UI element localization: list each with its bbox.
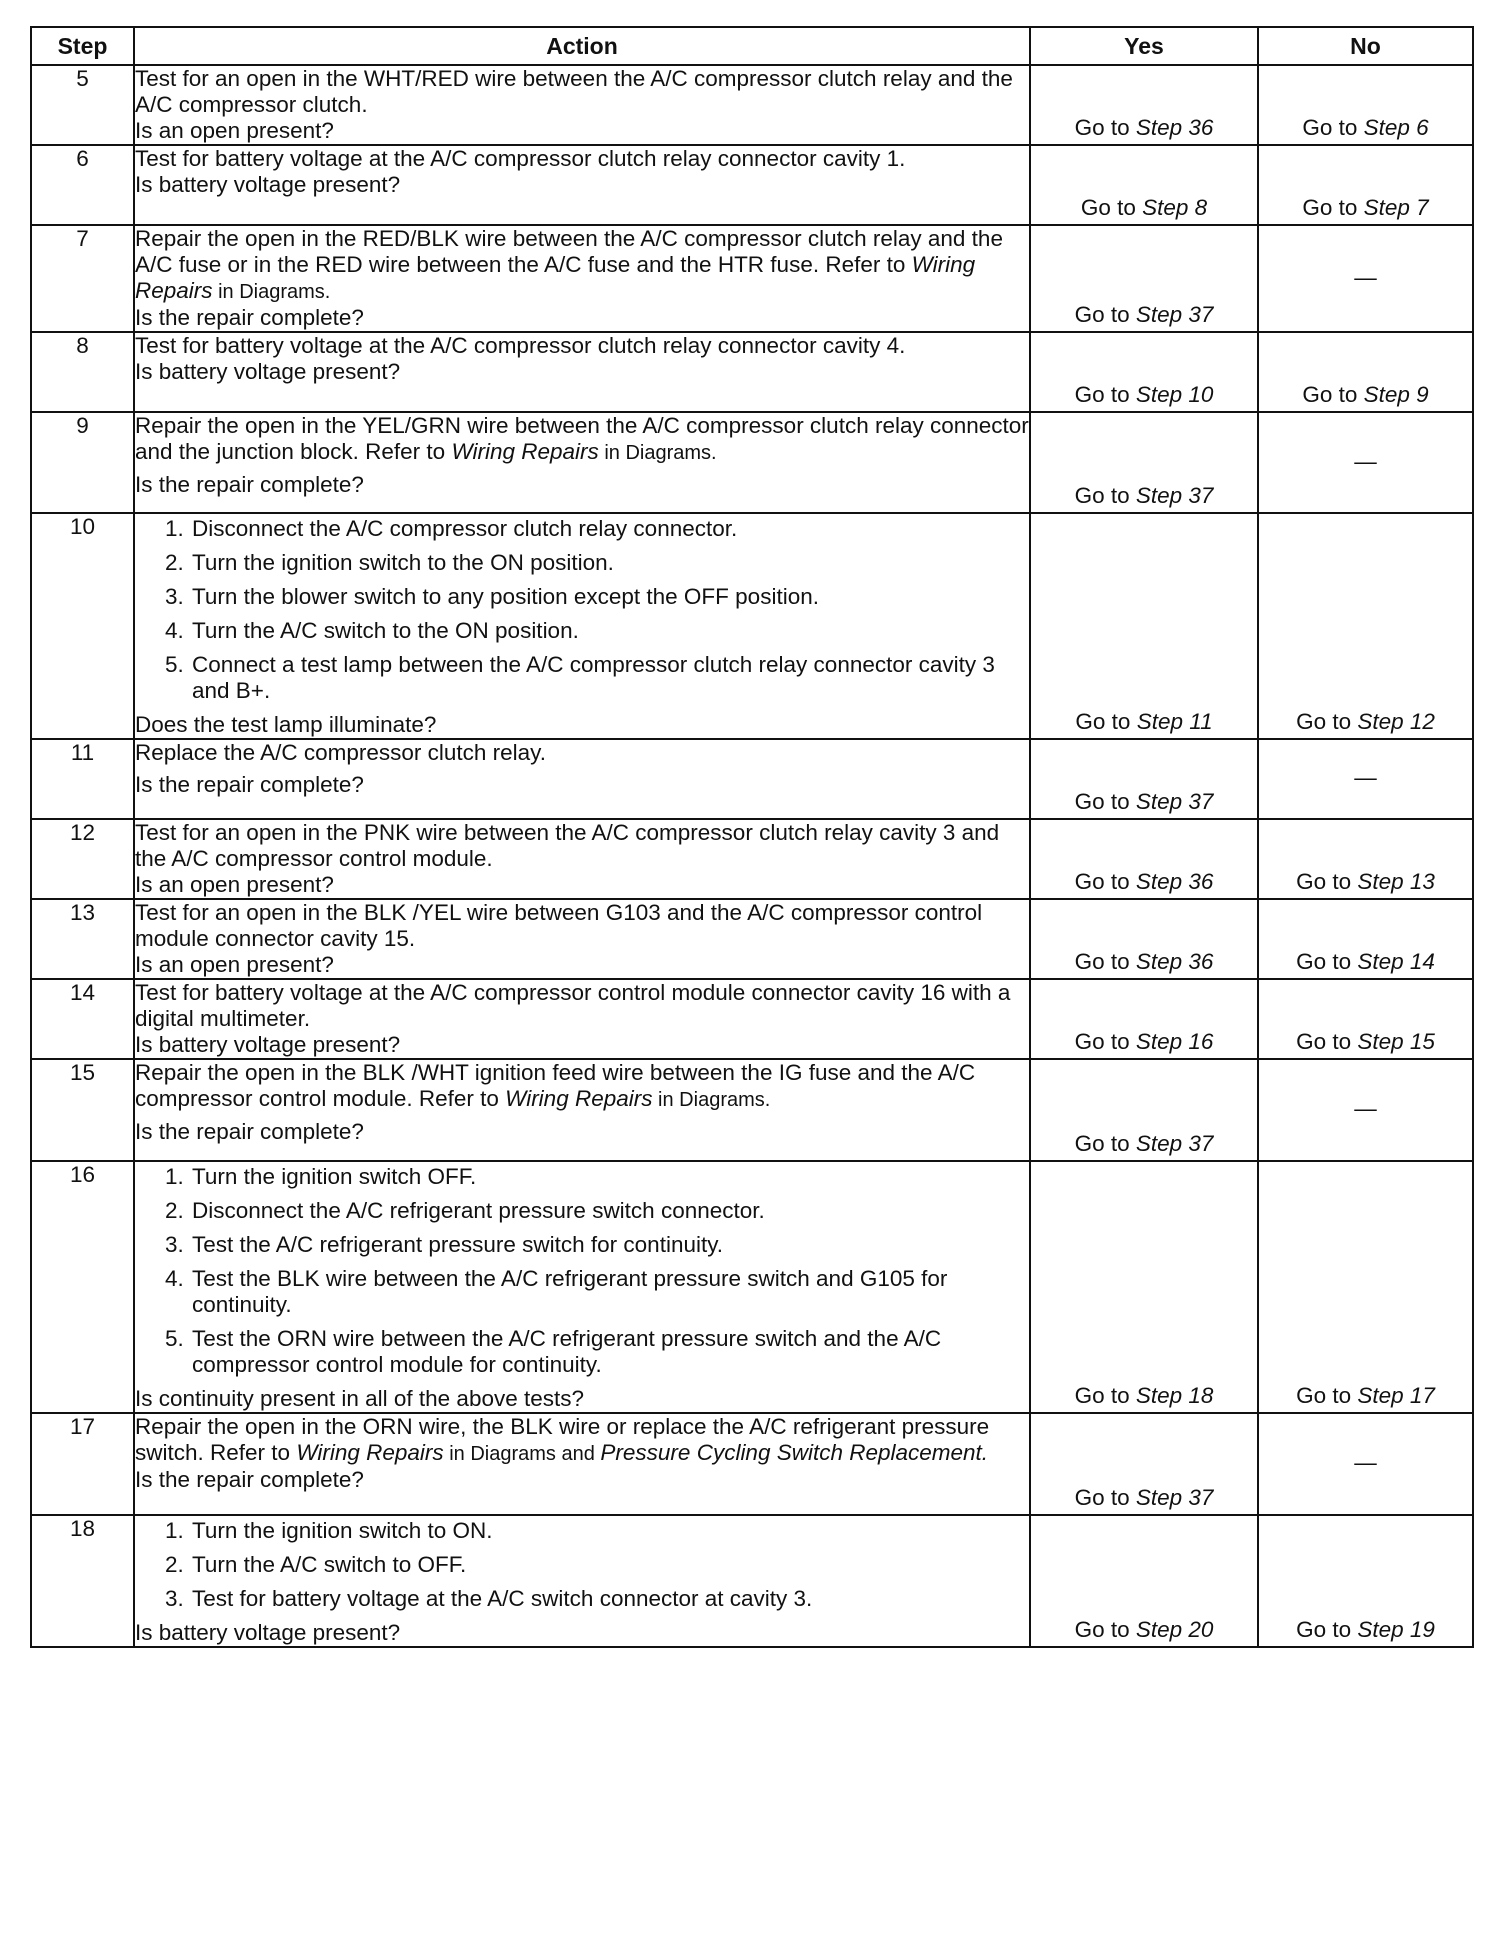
reference-suffix: in Diagrams. xyxy=(652,1089,771,1111)
yes-step-ref: Step 16 xyxy=(1135,1029,1214,1054)
no-cell xyxy=(1258,513,1473,739)
action-text: Test for battery voltage at the A/C compressor clutch relay connector cavity 1. xyxy=(135,146,906,171)
yes-step-ref: Step 11 xyxy=(1136,709,1213,734)
yes-step-ref: Step 36 xyxy=(1135,115,1214,140)
action-question: Is battery voltage present? xyxy=(135,1032,401,1057)
no-step-ref: Step 13 xyxy=(1357,869,1435,894)
yes-cell xyxy=(1030,1515,1258,1647)
reference-link[interactable]: Wiring Repairs xyxy=(296,1440,444,1465)
diagnostic-table xyxy=(30,26,1474,1648)
reference-suffix: in Diagrams. xyxy=(598,442,717,464)
action-step-item: 1. Turn the ignition switch to ON. xyxy=(190,1518,1029,1544)
no-cell xyxy=(1258,979,1473,1059)
yes-cell xyxy=(1030,819,1258,899)
action-text: Test for an open in the PNK wire between the A/C compressor clutch relay cavity 3 and the A/C compressor control module. xyxy=(135,820,1000,871)
table-row xyxy=(31,513,1473,739)
yes-cell xyxy=(1030,739,1258,819)
action-step-item: 2. Disconnect the A/C refrigerant pressure switch connector. xyxy=(190,1198,1029,1224)
yes-step-ref: Step 37 xyxy=(1135,789,1214,814)
action-cell xyxy=(134,1161,1030,1413)
no-dash: — xyxy=(1354,1096,1377,1121)
yes-goto[interactable]: Go to Step 37 xyxy=(1074,483,1214,508)
header-row xyxy=(31,27,1473,65)
step-number: 11 xyxy=(31,739,134,819)
no-goto[interactable]: Go to Step 15 xyxy=(1296,1029,1435,1054)
yes-cell xyxy=(1030,1059,1258,1161)
step-number: 16 xyxy=(31,1161,134,1413)
no-dash: — xyxy=(1354,448,1377,474)
step-number: 6 xyxy=(31,145,134,225)
action-step-item: 3. Test the A/C refrigerant pressure switch for continuity. xyxy=(190,1232,1029,1258)
table-row xyxy=(31,145,1473,225)
yes-step-ref: Step 37 xyxy=(1135,1485,1214,1510)
table-row xyxy=(31,819,1473,899)
action-question: Is battery voltage present? xyxy=(135,359,401,384)
action-step-item: 3. Test for battery voltage at the A/C switch connector at cavity 3. xyxy=(190,1586,1029,1612)
action-cell xyxy=(134,65,1030,145)
yes-goto[interactable]: Go to Step 37 xyxy=(1074,789,1214,814)
action-steps-list xyxy=(135,1518,1029,1612)
action-text: Test for an open in the BLK /YEL wire between G103 and the A/C compressor control module connector cavity 15. xyxy=(135,900,983,951)
action-step-item: 1. Turn the ignition switch OFF. xyxy=(190,1164,1029,1190)
step-number: 18 xyxy=(31,1515,134,1647)
no-goto[interactable]: Go to Step 14 xyxy=(1296,949,1435,974)
action-cell xyxy=(134,412,1030,513)
yes-goto[interactable]: Go to Step 8 xyxy=(1080,195,1208,220)
table-row xyxy=(31,1515,1473,1647)
table-row xyxy=(31,979,1473,1059)
step-number: 9 xyxy=(31,412,134,513)
table-row xyxy=(31,225,1473,332)
table-row xyxy=(31,412,1473,513)
yes-cell xyxy=(1030,1161,1258,1413)
no-dash: — xyxy=(1354,765,1377,790)
action-question: Is an open present? xyxy=(135,952,334,977)
yes-cell xyxy=(1030,145,1258,225)
action-text: Repair the open in the ORN wire, the BLK wire or replace the A/C refrigerant pressure switch. Refer to Wiring Repairs in Diagrams and Pressure Cycling Switch Replacement. xyxy=(135,1414,990,1465)
yes-goto[interactable]: Go to Step 37 xyxy=(1074,302,1214,327)
no-cell xyxy=(1258,899,1473,979)
yes-goto[interactable]: Go to Step 36 xyxy=(1074,869,1214,894)
action-cell xyxy=(134,332,1030,412)
yes-goto[interactable]: Go to Step 10 xyxy=(1074,382,1214,407)
no-step-ref: Step 17 xyxy=(1357,1383,1435,1408)
action-question: Does the test lamp illuminate? xyxy=(135,712,437,737)
action-question: Is an open present? xyxy=(135,118,334,143)
no-goto[interactable]: Go to Step 19 xyxy=(1296,1617,1435,1642)
yes-cell xyxy=(1030,899,1258,979)
yes-step-ref: Step 36 xyxy=(1135,949,1214,974)
yes-goto[interactable]: Go to Step 11 xyxy=(1075,709,1213,734)
table-row xyxy=(31,899,1473,979)
action-step-item: 3. Turn the blower switch to any position except the OFF position. xyxy=(190,584,1029,610)
yes-step-ref: Step 10 xyxy=(1135,382,1214,407)
no-step-ref: Step 15 xyxy=(1357,1029,1435,1054)
yes-cell xyxy=(1030,412,1258,513)
no-goto[interactable]: Go to Step 17 xyxy=(1296,1383,1435,1408)
action-step-item: 5. Connect a test lamp between the A/C compressor clutch relay connector cavity 3 and B+. xyxy=(190,652,1029,704)
yes-goto[interactable]: Go to Step 18 xyxy=(1074,1383,1214,1408)
reference-link[interactable]: Wiring Repairs xyxy=(451,439,599,464)
header-step: Step xyxy=(31,27,134,65)
no-step-ref: Step 7 xyxy=(1363,195,1429,220)
step-number: 15 xyxy=(31,1059,134,1161)
action-cell xyxy=(134,513,1030,739)
action-text: Test for an open in the WHT/RED wire between the A/C compressor clutch relay and the A/C compressor clutch. xyxy=(135,66,1013,117)
action-question: Is the repair complete? xyxy=(135,772,364,797)
action-step-item: 2. Turn the A/C switch to OFF. xyxy=(190,1552,1029,1578)
reference-link[interactable]: Wiring Repairs xyxy=(135,252,976,303)
yes-step-ref: Step 8 xyxy=(1142,195,1208,220)
yes-cell xyxy=(1030,513,1258,739)
action-cell xyxy=(134,819,1030,899)
yes-cell xyxy=(1030,979,1258,1059)
action-question: Is continuity present in all of the above tests? xyxy=(135,1386,585,1411)
no-cell xyxy=(1258,225,1473,332)
action-step-item: 2. Turn the ignition switch to the ON position. xyxy=(190,550,1029,576)
step-number: 5 xyxy=(31,65,134,145)
action-step-item: 1. Disconnect the A/C compressor clutch relay connector. xyxy=(190,516,1029,542)
action-cell xyxy=(134,1059,1030,1161)
no-cell xyxy=(1258,1413,1473,1515)
action-steps-list xyxy=(135,516,1029,704)
no-step-ref: Step 12 xyxy=(1357,709,1435,734)
action-step-item: 5. Test the ORN wire between the A/C refrigerant pressure switch and the A/C compressor control module for continuity. xyxy=(190,1326,1029,1378)
table-row xyxy=(31,739,1473,819)
action-question: Is battery voltage present? xyxy=(135,1620,401,1645)
no-goto[interactable]: Go to Step 13 xyxy=(1296,869,1435,894)
action-text: Repair the open in the BLK /WHT ignition feed wire between the IG fuse and the A/C compressor control module. Refer to Wiring Repairs in Diagrams. xyxy=(135,1060,976,1111)
header-no: No xyxy=(1258,27,1473,65)
action-text: Repair the open in the RED/BLK wire between the A/C compressor clutch relay and the A/C fuse or in the RED wire between the A/C fuse and the HTR fuse. Refer to Wiring Repairs in Diagrams. xyxy=(135,226,1003,303)
yes-cell xyxy=(1030,225,1258,332)
table-row xyxy=(31,332,1473,412)
action-question: Is the repair complete? xyxy=(135,472,364,497)
no-step-ref: Step 14 xyxy=(1357,949,1435,974)
no-step-ref: Step 19 xyxy=(1357,1617,1435,1642)
action-text: Test for battery voltage at the A/C compressor control module connector cavity 16 with a digital multimeter. xyxy=(135,980,1011,1031)
yes-goto[interactable]: Go to Step 36 xyxy=(1074,949,1214,974)
header-action: Action xyxy=(134,27,1030,65)
action-question: Is an open present? xyxy=(135,872,334,897)
step-number: 14 xyxy=(31,979,134,1059)
yes-step-ref: Step 36 xyxy=(1135,869,1214,894)
action-steps-list xyxy=(135,1164,1029,1378)
action-cell xyxy=(134,1413,1030,1515)
no-cell xyxy=(1258,819,1473,899)
no-goto[interactable]: Go to Step 9 xyxy=(1302,382,1429,407)
action-question: Is the repair complete? xyxy=(135,1119,364,1144)
yes-cell xyxy=(1030,332,1258,412)
action-question: Is the repair complete? xyxy=(135,305,364,330)
reference-link[interactable]: Pressure Cycling Switch Replacement. xyxy=(600,1440,989,1465)
action-question: Is battery voltage present? xyxy=(135,172,401,197)
no-cell xyxy=(1258,1161,1473,1413)
yes-goto[interactable]: Go to Step 20 xyxy=(1074,1617,1214,1642)
step-number: 17 xyxy=(31,1413,134,1515)
no-cell xyxy=(1258,65,1473,145)
no-goto[interactable]: Go to Step 7 xyxy=(1302,195,1429,220)
yes-step-ref: Step 37 xyxy=(1135,1131,1214,1156)
table-row xyxy=(31,1161,1473,1413)
action-cell xyxy=(134,899,1030,979)
table-row xyxy=(31,1413,1473,1515)
yes-goto[interactable]: Go to Step 36 xyxy=(1074,115,1214,140)
action-text: Repair the open in the YEL/GRN wire between the A/C compressor clutch relay connector and the junction block. Refer to Wiring Repairs in Diagrams. xyxy=(135,413,1029,464)
reference-link[interactable]: Wiring Repairs xyxy=(505,1086,653,1111)
table-row xyxy=(31,65,1473,145)
yes-step-ref: Step 18 xyxy=(1135,1383,1214,1408)
action-cell xyxy=(134,225,1030,332)
action-cell xyxy=(134,145,1030,225)
reference-suffix: in Diagrams. xyxy=(212,281,331,303)
step-number: 13 xyxy=(31,899,134,979)
yes-cell xyxy=(1030,65,1258,145)
yes-goto[interactable]: Go to Step 16 xyxy=(1074,1029,1214,1054)
step-number: 12 xyxy=(31,819,134,899)
no-cell xyxy=(1258,145,1473,225)
yes-goto[interactable]: Go to Step 37 xyxy=(1074,1485,1214,1510)
yes-step-ref: Step 20 xyxy=(1135,1617,1214,1642)
yes-cell xyxy=(1030,1413,1258,1515)
action-cell xyxy=(134,1515,1030,1647)
no-goto[interactable]: Go to Step 6 xyxy=(1302,115,1429,140)
action-step-item: 4. Test the BLK wire between the A/C refrigerant pressure switch and G105 for continuity. xyxy=(190,1266,1029,1318)
no-cell xyxy=(1258,412,1473,513)
action-text: Replace the A/C compressor clutch relay. xyxy=(135,740,547,765)
action-question: Is the repair complete? xyxy=(135,1467,364,1492)
step-number: 10 xyxy=(31,513,134,739)
reference-suffix: in Diagrams and xyxy=(443,1443,601,1465)
action-text: Test for battery voltage at the A/C compressor clutch relay connector cavity 4. xyxy=(135,333,906,358)
no-cell xyxy=(1258,1059,1473,1161)
step-number: 7 xyxy=(31,225,134,332)
no-cell xyxy=(1258,332,1473,412)
step-number: 8 xyxy=(31,332,134,412)
no-step-ref: Step 6 xyxy=(1363,115,1429,140)
no-cell xyxy=(1258,1515,1473,1647)
no-step-ref: Step 9 xyxy=(1363,382,1429,407)
action-cell xyxy=(134,739,1030,819)
yes-goto[interactable]: Go to Step 37 xyxy=(1074,1131,1214,1156)
table-row xyxy=(31,1059,1473,1161)
action-step-item: 4. Turn the A/C switch to the ON position. xyxy=(190,618,1029,644)
no-goto[interactable]: Go to Step 12 xyxy=(1296,709,1435,734)
no-cell xyxy=(1258,739,1473,819)
no-dash: — xyxy=(1354,1450,1377,1475)
header-yes: Yes xyxy=(1030,27,1258,65)
yes-step-ref: Step 37 xyxy=(1135,302,1214,327)
no-dash: — xyxy=(1354,264,1377,290)
yes-step-ref: Step 37 xyxy=(1135,483,1214,508)
action-cell xyxy=(134,979,1030,1059)
